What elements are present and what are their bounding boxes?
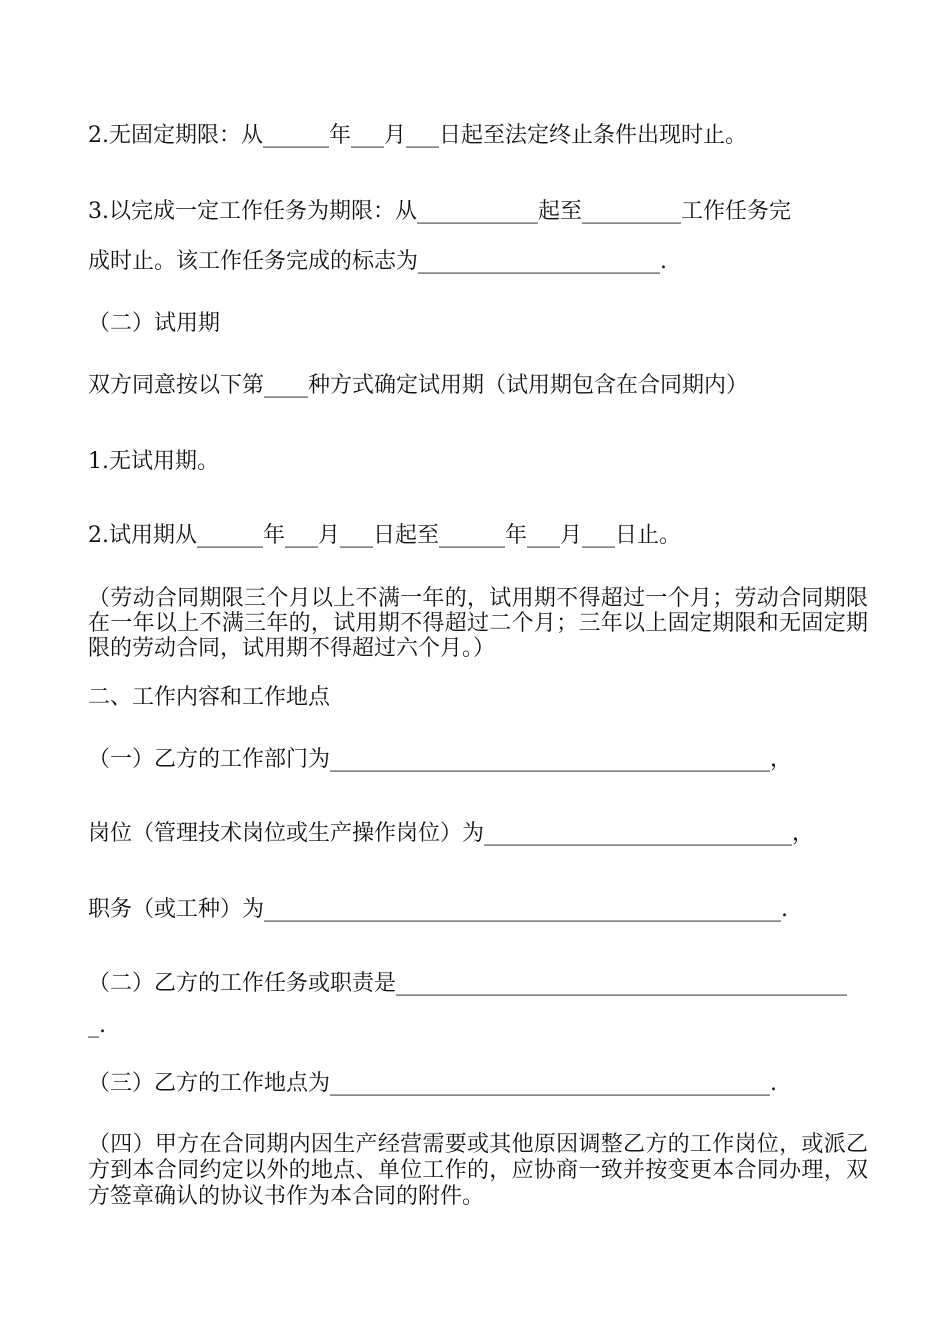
probation-note-paragraph: （劳动合同期限三个月以上不满一年的，试用期不得超过一个月；劳动合同期限在一年以上不满三年的，试用期不得超过二个月；三年以上固定期限和无固定期限的劳动合同，试用期不得超过六个月。） xyxy=(88,586,868,661)
task-term-line: 3.以完成一定工作任务为期限：从___________起至_________工作任务完 xyxy=(88,199,791,224)
work-position-line: 岗位（管理技术岗位或生产操作岗位）为____________________________， xyxy=(88,821,815,846)
probation-dates-line: 2.试用期从______年___月___日起至______年___月___日止。 xyxy=(88,523,681,548)
work-duties-line: （二）乙方的工作任务或职责是_________________________________________ xyxy=(88,971,848,996)
work-title-line: 职务（或工种）为_______________________________________________. xyxy=(88,897,788,922)
probation-heading: （二）试用期 xyxy=(88,311,221,336)
work-duties-continuation: _. xyxy=(88,1013,106,1038)
work-department-line: （一）乙方的工作部门为________________________________________， xyxy=(88,747,793,772)
section-two-heading: 二、工作内容和工作地点 xyxy=(88,685,331,710)
no-probation-line: 1.无试用期。 xyxy=(88,449,219,474)
position-change-paragraph: （四）甲方在合同期内因生产经营需要或其他原因调整乙方的工作岗位，或派乙方到本合同约定以外的地点、单位工作的，应协商一致并按变更本合同办理，双方签章确认的协议书作为本合同的附件。 xyxy=(88,1132,868,1209)
indefinite-term-line: 2.无固定期限：从______年___月___日起至法定终止条件出现时止。 xyxy=(88,123,747,148)
probation-method-line: 双方同意按以下第____种方式确定试用期（试用期包含在合同期内） xyxy=(88,373,749,398)
work-location-line: （三）乙方的工作地点为________________________________________. xyxy=(88,1071,777,1096)
task-term-completion-line: 成时止。该工作任务完成的标志为______________________. xyxy=(88,249,667,274)
